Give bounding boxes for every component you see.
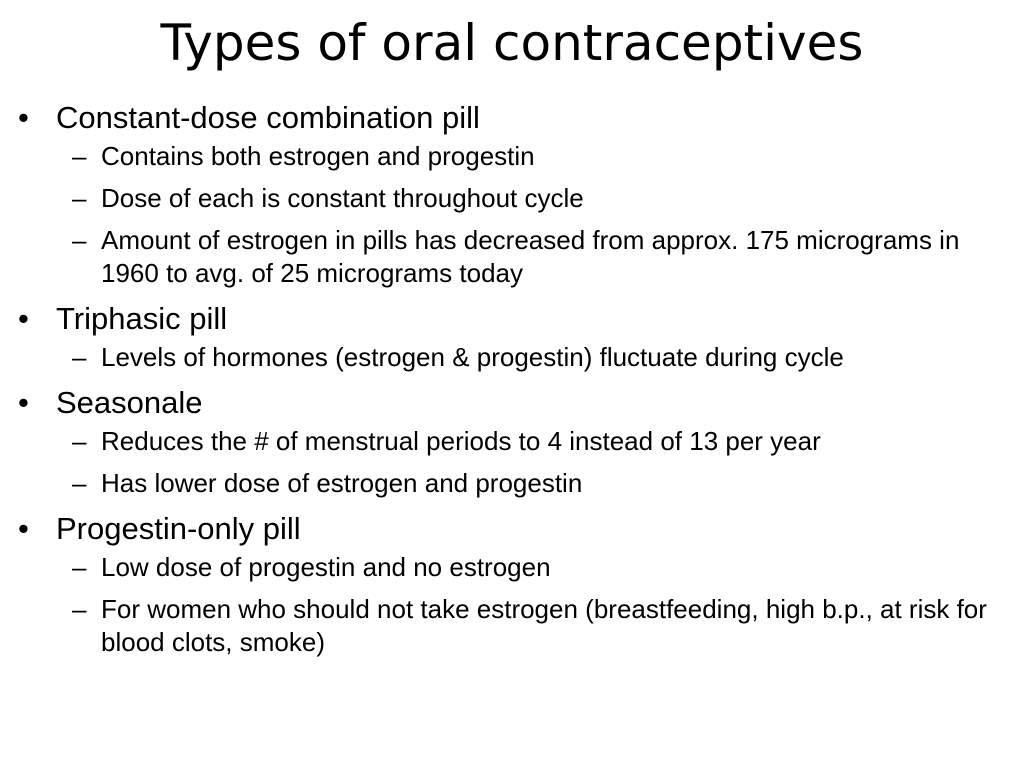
sub-item-text: For women who should not take estrogen (breastfeeding, high b.p., at risk for blood clots, smoke) — [101, 594, 987, 657]
sub-item — [56, 425, 1008, 458]
sub-item — [56, 224, 1008, 290]
sub-item-text: Reduces the # of menstrual periods to 4 instead of 13 per year — [101, 426, 821, 456]
dash-marker: – — [72, 594, 87, 624]
sub-item — [56, 467, 1008, 500]
dash-marker: – — [72, 141, 87, 171]
dash-marker: – — [72, 468, 87, 498]
sub-list — [56, 551, 1008, 659]
sub-item — [56, 182, 1008, 215]
sub-item — [56, 140, 1008, 173]
bullet-item — [18, 98, 1008, 290]
sub-list — [56, 341, 1008, 374]
slide-title: Types of oral contraceptives — [160, 14, 864, 72]
bullet-item — [18, 299, 1008, 374]
dash-marker: – — [72, 426, 87, 456]
bullet-label: Constant-dose combination pill — [56, 100, 480, 135]
sub-item — [56, 593, 1008, 659]
bullet-item — [18, 509, 1008, 659]
bullet-item — [18, 383, 1008, 500]
sub-item-text: Low dose of progestin and no estrogen — [101, 552, 551, 582]
sub-item-text: Amount of estrogen in pills has decreased from approx. 175 micrograms in 1960 to avg. of 25 micrograms today — [101, 225, 960, 288]
sub-item — [56, 341, 1008, 374]
dash-marker: – — [72, 552, 87, 582]
dash-marker: – — [72, 183, 87, 213]
bullet-marker: • — [18, 385, 29, 420]
sub-item-text: Has lower dose of estrogen and progestin — [101, 468, 583, 498]
bullet-marker: • — [18, 511, 29, 546]
bullet-list — [18, 98, 1008, 668]
bullet-marker: • — [18, 301, 29, 336]
dash-marker: – — [72, 225, 87, 255]
dash-marker: – — [72, 342, 87, 372]
bullet-label: Progestin-only pill — [56, 511, 301, 546]
sub-item — [56, 551, 1008, 584]
bullet-label: Triphasic pill — [56, 301, 228, 336]
bullet-label: Seasonale — [56, 385, 203, 420]
sub-list — [56, 425, 1008, 500]
sub-item-text: Levels of hormones (estrogen & progestin) fluctuate during cycle — [101, 342, 844, 372]
sub-item-text: Dose of each is constant throughout cycle — [101, 183, 584, 213]
sub-list — [56, 140, 1008, 290]
bullet-marker: • — [18, 100, 29, 135]
sub-item-text: Contains both estrogen and progestin — [101, 141, 535, 171]
